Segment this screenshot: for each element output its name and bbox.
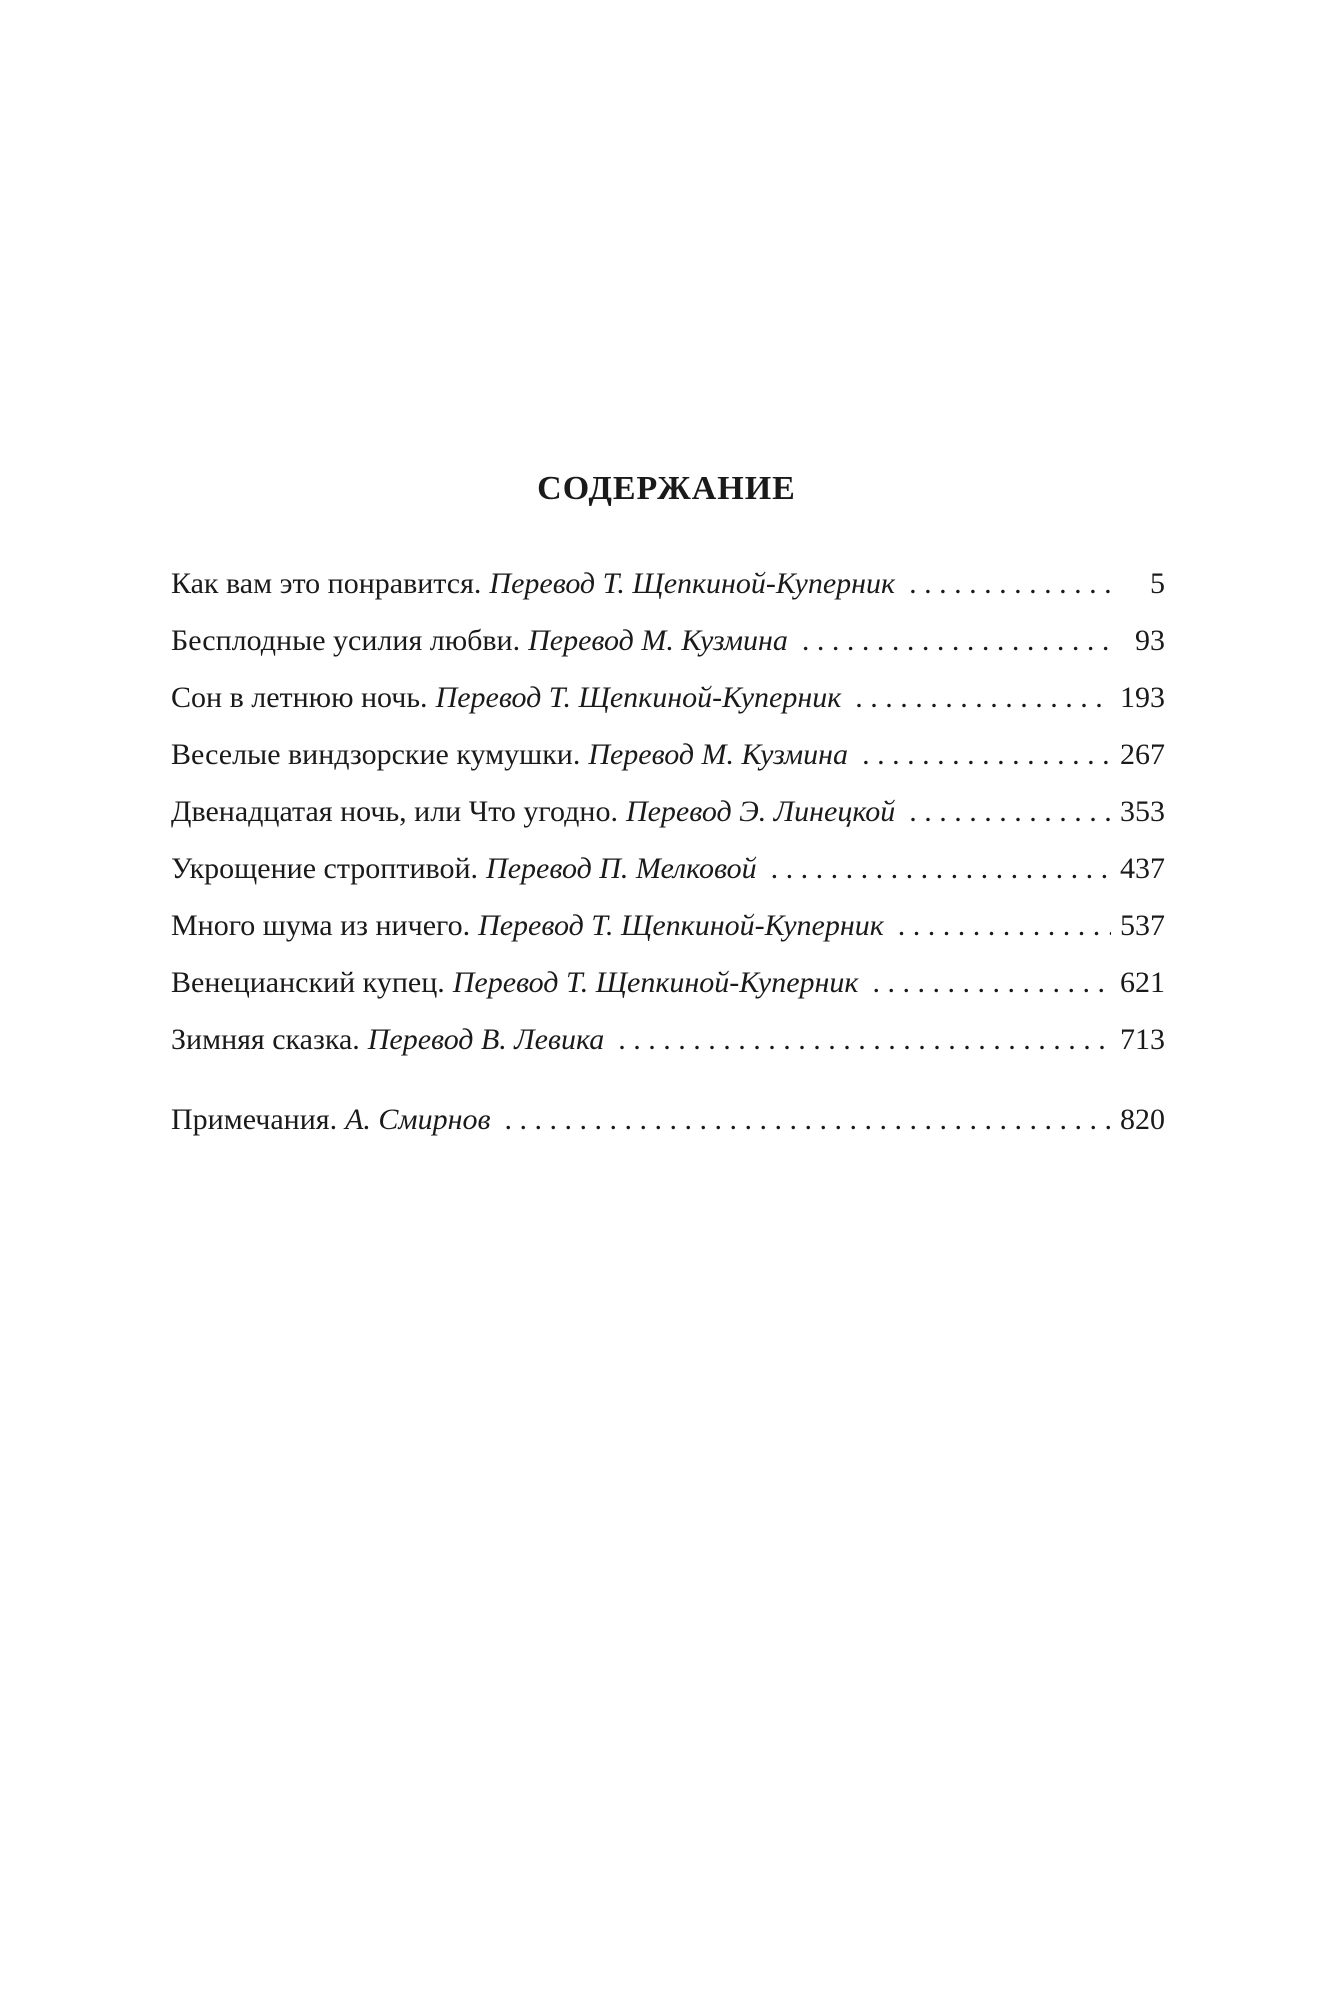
contents-heading: СОДЕРЖАНИЕ — [537, 470, 796, 507]
toc-entry[interactable] — [171, 954, 1165, 1011]
entry-page-number: 820 — [1120, 1103, 1165, 1136]
toc-entry[interactable] — [171, 555, 1165, 612]
entry-page-number: 713 — [1120, 1023, 1165, 1056]
dot-leader — [618, 1011, 1111, 1068]
entry-page-number: 5 — [1150, 567, 1165, 600]
entry-title: Двенадцатая ночь, или Что угодно. — [171, 795, 618, 828]
dot-leader — [862, 726, 1111, 783]
entry-page-number: 437 — [1120, 852, 1165, 885]
toc-entry[interactable] — [171, 726, 1165, 783]
entry-translator: Перевод Т. Щепкиной-Куперник — [489, 567, 896, 600]
entry-translator: Перевод Т. Щепкиной-Куперник — [452, 966, 859, 999]
toc-entry[interactable] — [171, 669, 1165, 726]
entry-page-number: 267 — [1120, 738, 1165, 771]
entry-author: А. Смирнов — [345, 1103, 491, 1136]
dot-leader — [802, 612, 1111, 669]
entry-title: Венецианский купец. — [171, 966, 445, 999]
entry-title: Зимняя сказка. — [171, 1023, 360, 1056]
toc-entry[interactable] — [171, 1011, 1165, 1068]
toc-entry[interactable] — [171, 612, 1165, 669]
entry-title: Бесплодные усилия любви. — [171, 624, 521, 657]
entry-title: Сон в летнюю ночь. — [171, 681, 428, 714]
entry-page-number: 93 — [1135, 624, 1165, 657]
entry-title: Как вам это понравится. — [171, 567, 482, 600]
entry-translator: Перевод М. Кузмина — [588, 738, 849, 771]
table-of-contents — [171, 555, 1165, 1148]
toc-entry[interactable] — [171, 840, 1165, 897]
entry-translator: Перевод Т. Щепкиной-Куперник — [478, 909, 884, 942]
entry-translator: Перевод П. Мелковой — [486, 852, 757, 885]
toc-entry[interactable] — [171, 783, 1165, 840]
entry-translator: Перевод Т. Щепкиной-Куперник — [435, 681, 842, 714]
dot-leader — [909, 555, 1111, 612]
entry-page-number: 537 — [1120, 909, 1165, 942]
dot-leader — [898, 897, 1111, 954]
entry-title: Примечания. — [171, 1103, 338, 1136]
entry-translator: Перевод М. Кузмина — [528, 624, 788, 657]
toc-entry[interactable] — [171, 897, 1165, 954]
entry-page-number: 353 — [1120, 795, 1165, 828]
entry-translator: Перевод Э. Линецкой — [625, 795, 896, 828]
entry-title: Укрощение строптивой. — [171, 852, 479, 885]
toc-entry-notes[interactable] — [171, 1091, 1165, 1148]
entry-title: Много шума из ничего. — [171, 909, 471, 942]
entry-page-number: 621 — [1120, 966, 1165, 999]
dot-leader — [909, 783, 1111, 840]
dot-leader — [504, 1091, 1111, 1148]
dot-leader — [872, 954, 1111, 1011]
dot-leader — [855, 669, 1111, 726]
entry-page-number: 193 — [1120, 681, 1165, 714]
entry-title: Веселые виндзорские кумушки. — [171, 738, 581, 771]
entry-translator: Перевод В. Левика — [367, 1023, 605, 1056]
dot-leader — [771, 840, 1111, 897]
